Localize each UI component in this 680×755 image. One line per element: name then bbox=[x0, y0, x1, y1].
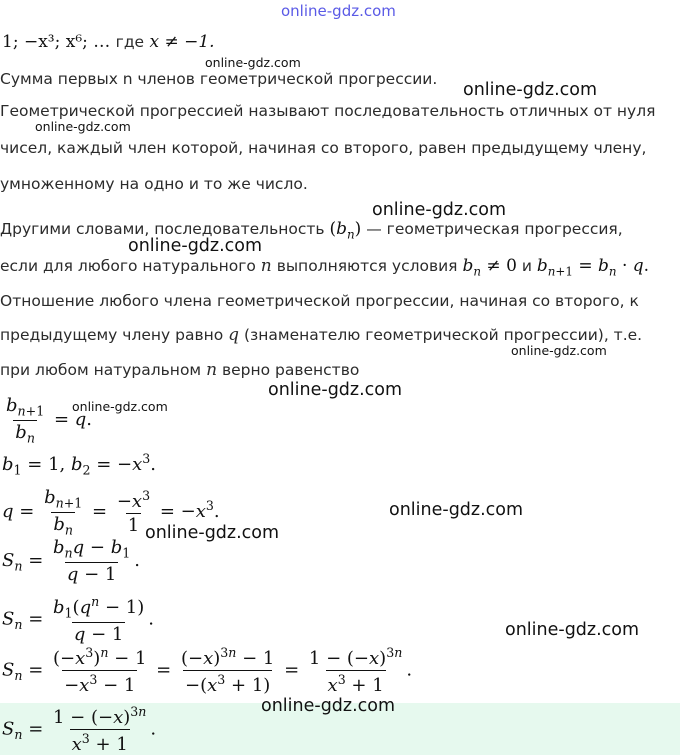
watermark: online-gdz.com bbox=[205, 55, 301, 70]
sum-formula: $S_n$ = $\frac{b_1(q^n - 1)}{q - 1}$ . bbox=[2, 594, 154, 645]
sum-substitution: $S_n$ = $\frac{(-x^3)^n - 1}{-x^3 - 1}$ = $\frac{(-x)^{3n} - 1}{-(x^3 + 1)}$ = $\frac{1 - (-x)^{3n}}{x^3 + 1}$ . bbox=[2, 645, 413, 696]
watermark: online-gdz.com bbox=[372, 200, 507, 220]
section-title: Сумма первых n членов геометрической прогрессии. bbox=[0, 70, 438, 88]
watermark: online-gdz.com bbox=[145, 523, 280, 543]
final-answer: $S_n$ = $\frac{1 - (-x)^{3n}}{x^3 + 1}$ . bbox=[2, 704, 157, 755]
sum-formula-general: $S_n$ = $\frac{b_nq - b_1}{q - 1}$ . bbox=[2, 537, 140, 585]
watermark: online-gdz.com bbox=[463, 80, 598, 100]
watermark: online-gdz.com bbox=[128, 236, 263, 256]
watermark: online-gdz.com bbox=[511, 343, 607, 358]
watermark: online-gdz.com bbox=[389, 500, 524, 520]
watermark: online-gdz.com bbox=[505, 620, 640, 640]
definition-line: умноженному на одно и то же число. bbox=[0, 175, 308, 193]
sequence-condition: 1; −x³; x⁶; … где x ≠ −1. bbox=[2, 32, 215, 52]
ratio-formula: $\frac{b_{n+1}}{b_n}$ = q. bbox=[6, 395, 93, 446]
definition-line: чисел, каждый член которой, начиная со второго, равен предыдущему члену, bbox=[0, 139, 647, 157]
watermark: online-gdz.com bbox=[35, 119, 131, 134]
ratio-line: Отношение любого члена геометрической прогрессии, начиная со второго, к bbox=[0, 292, 639, 310]
first-terms-formula: $b_1 = 1$, $b_2 = -x^3$. bbox=[2, 451, 157, 478]
watermark: online-gdz.com bbox=[268, 380, 403, 400]
watermark: online-gdz.com bbox=[72, 399, 168, 414]
ratio-line: предыдущему члену равно q (знаменателю геометрической прогрессии), т.е. bbox=[0, 325, 643, 345]
q-formula: q = $\frac{b_{n+1}}{b_n}$ = $\frac{-x^3}{1}$ = $-x^3$. bbox=[2, 487, 220, 538]
watermark-top: online-gdz.com bbox=[281, 2, 396, 20]
watermark: online-gdz.com bbox=[261, 696, 396, 716]
ratio-line: при любом натуральном n верно равенство bbox=[0, 360, 360, 380]
other-words-line: Другими словами, последовательность $(b_n)$ — геометрическая прогрессия, bbox=[0, 219, 623, 242]
definition-line: Геометрической прогрессией называют последовательность отличных от нуля bbox=[0, 102, 656, 120]
other-words-line: если для любого натурального n выполняются условия $b_n \ne 0$ и $b_{n+1} = b_n \cdot q$. bbox=[0, 256, 650, 279]
